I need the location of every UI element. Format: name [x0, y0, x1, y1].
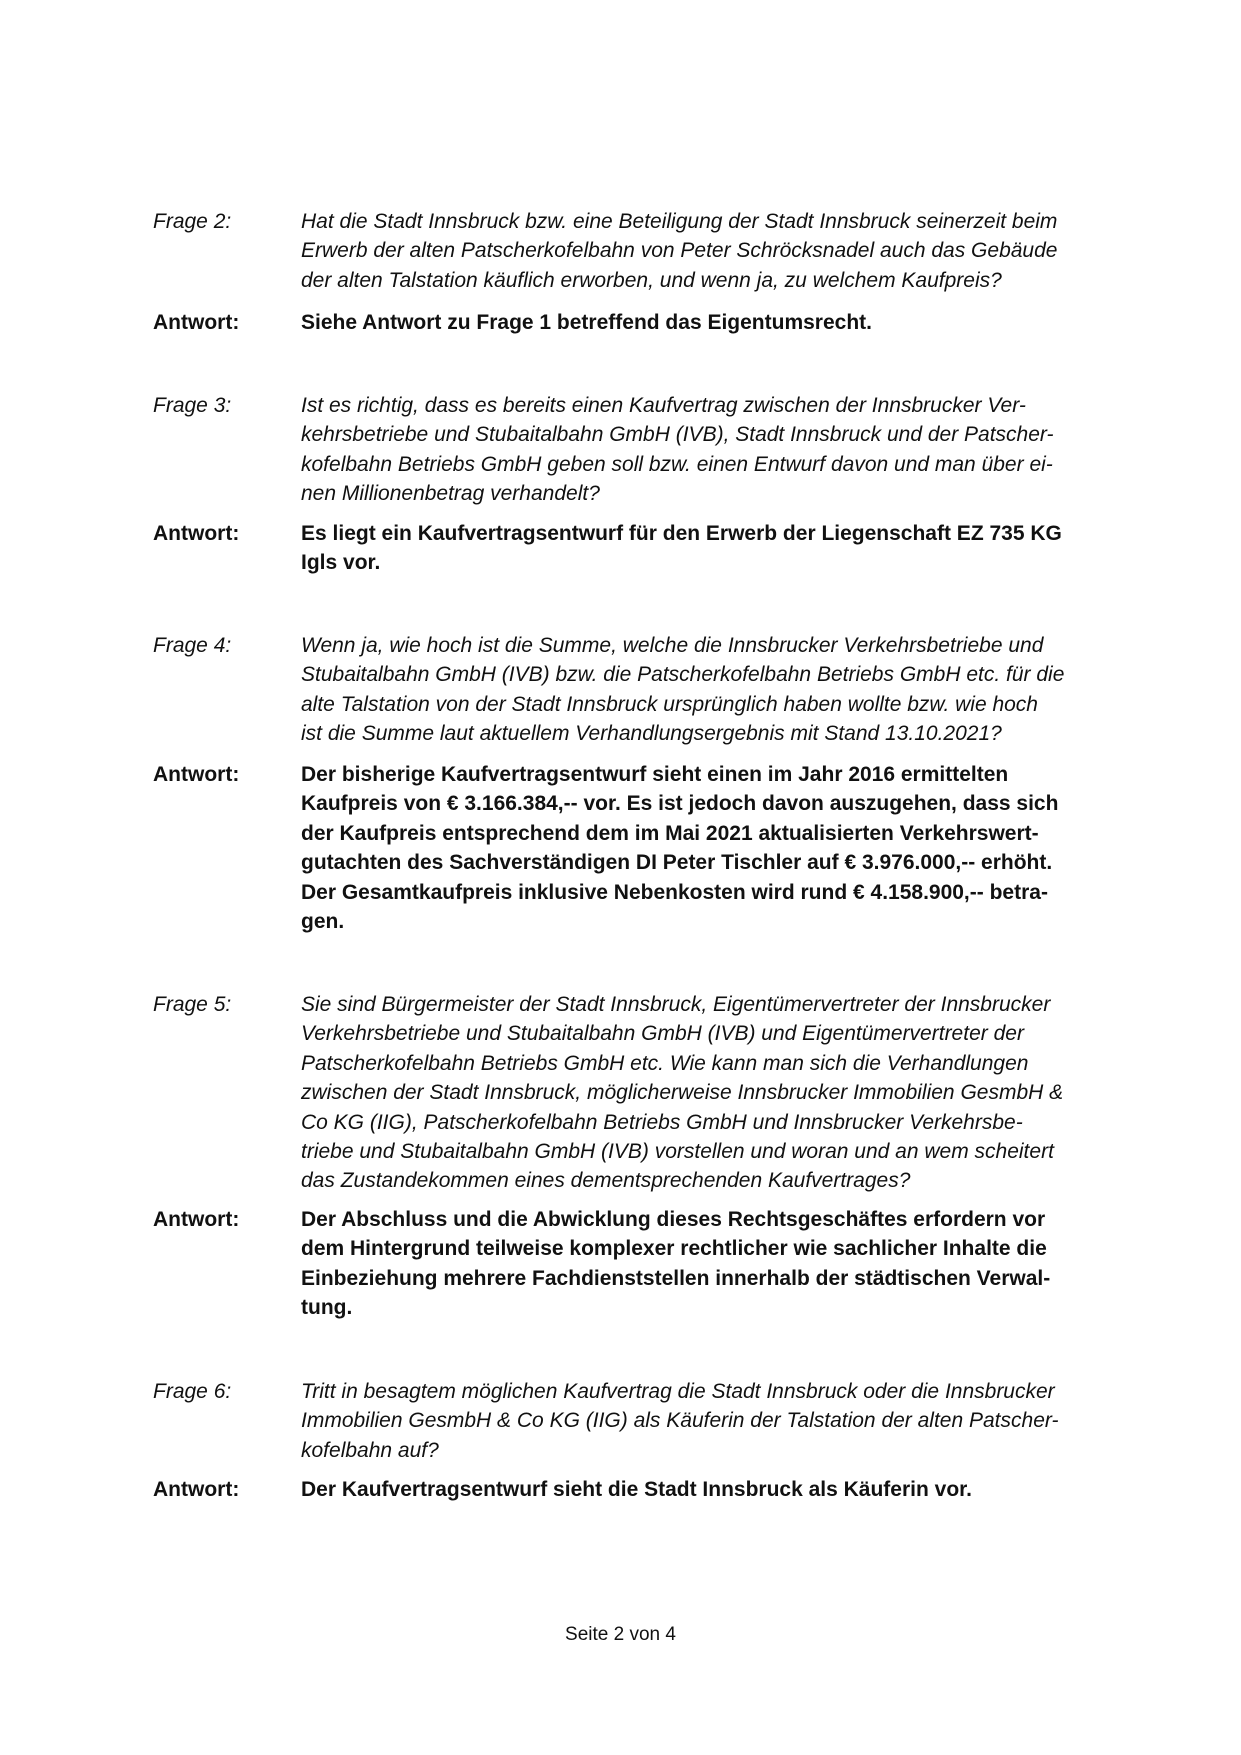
- answer-label: Antwort:: [153, 763, 240, 786]
- text-line: Der Gesamtkaufpreis inklusive Nebenkosten wird rund € 4.158.900,-- betra-: [301, 880, 1048, 904]
- text-line: gen.: [301, 910, 345, 934]
- text-line: Der Kaufvertragsentwurf sieht die Stadt Innsbruck als Käuferin vor.: [301, 1478, 973, 1501]
- text-line: tung.: [301, 1296, 353, 1320]
- text-line: Der Abschluss und die Abwicklung dieses Rechtsgeschäftes erfordern vor: [301, 1208, 1046, 1231]
- text-line: Wenn ja, wie hoch ist die Summe, welche die Innsbrucker Verkehrsbetriebe und: [301, 634, 1044, 657]
- text-line: Einbeziehung mehrere Fachdienststellen innerhalb der städtischen Verwal-: [301, 1266, 1051, 1290]
- question-label: Frage 4:: [153, 634, 232, 657]
- text-line: Stubaitalbahn GmbH (IVB) bzw. die Patscherkofelbahn Betriebs GmbH etc. für die: [301, 663, 1065, 687]
- text-line: zwischen der Stadt Innsbruck, möglicherweise Innsbrucker Immobilien GesmbH &: [301, 1081, 1064, 1105]
- question-label: Frage 6:: [153, 1380, 232, 1403]
- text-line: alte Talstation von der Stadt Innsbruck ursprünglich haben wollte bzw. wie hoch: [301, 692, 1038, 716]
- question-text: [301, 1377, 1059, 1465]
- text-line: Siehe Antwort zu Frage 1 betreffend das Eigentumsrecht.: [301, 311, 872, 334]
- answer-text: [301, 308, 872, 337]
- text-line: der Kaufpreis entsprechend dem im Mai 2021 aktualisierten Verkehrswert-: [301, 821, 1039, 845]
- question-label: Frage 2:: [153, 210, 232, 233]
- text-line: Kaufpreis von € 3.166.384,-- vor. Es ist jedoch davon auszugehen, dass sich: [301, 792, 1059, 816]
- answer-label: Antwort:: [153, 1208, 240, 1231]
- text-line: Patscherkofelbahn Betriebs GmbH etc. Wie kann man sich die Verhandlungen: [301, 1051, 1029, 1075]
- answer-text: [301, 1475, 972, 1504]
- text-line: ist die Summe laut aktuellem Verhandlungsergebnis mit Stand 13.10.2021?: [301, 722, 1002, 746]
- question-text: [301, 207, 1057, 295]
- text-line: kofelbahn auf?: [301, 1438, 439, 1462]
- text-line: Immobilien GesmbH & Co KG (IIG) als Käuferin der Talstation der alten Patscher-: [301, 1409, 1059, 1433]
- text-line: triebe und Stubaitalbahn GmbH (IVB) vorstellen und woran und an wem scheitert: [301, 1140, 1054, 1164]
- text-line: dem Hintergrund teilweise komplexer rechtlicher wie sachlicher Inhalte die: [301, 1237, 1047, 1261]
- question-label: Frage 5:: [153, 993, 232, 1016]
- text-line: Co KG (IIG), Patscherkofelbahn Betriebs GmbH und Innsbrucker Verkehrsbe-: [301, 1110, 1023, 1134]
- answer-text: [301, 519, 1062, 578]
- text-line: Tritt in besagtem möglichen Kaufvertrag die Stadt Innsbruck oder die Innsbrucker: [301, 1380, 1055, 1403]
- answer-label: Antwort:: [153, 311, 240, 334]
- question-text: [301, 631, 1064, 749]
- text-line: kehrsbetriebe und Stubaitalbahn GmbH (IVB), Stadt Innsbruck und der Patscher-: [301, 423, 1054, 447]
- page-number: Seite 2 von 4: [565, 1624, 676, 1645]
- text-line: Verkehrsbetriebe und Stubaitalbahn GmbH (IVB) und Eigentümervertreter der: [301, 1022, 1024, 1046]
- text-line: kofelbahn Betriebs GmbH geben soll bzw. einen Entwurf davon und man über ei-: [301, 452, 1053, 476]
- answer-text: [301, 760, 1058, 936]
- text-line: Hat die Stadt Innsbruck bzw. eine Beteiligung der Stadt Innsbruck seinerzeit beim: [301, 210, 1058, 233]
- answer-label: Antwort:: [153, 1478, 240, 1501]
- text-line: der alten Talstation käuflich erworben, und wenn ja, zu welchem Kaufpreis?: [301, 268, 1002, 292]
- question-text: [301, 391, 1054, 509]
- text-line: das Zustandekommen eines dementsprechenden Kaufvertrages?: [301, 1169, 911, 1193]
- question-text: [301, 990, 1063, 1196]
- text-line: gutachten des Sachverständigen DI Peter Tischler auf € 3.976.000,-- erhöht.: [301, 851, 1053, 875]
- answer-label: Antwort:: [153, 522, 240, 545]
- text-line: Igls vor.: [301, 551, 381, 575]
- text-line: nen Millionenbetrag verhandelt?: [301, 482, 600, 506]
- question-label: Frage 3:: [153, 394, 232, 417]
- text-line: Sie sind Bürgermeister der Stadt Innsbruck, Eigentümervertreter der Innsbrucker: [301, 993, 1051, 1016]
- text-line: Erwerb der alten Patscherkofelbahn von Peter Schröcksnadel auch das Gebäude: [301, 239, 1058, 263]
- text-line: Ist es richtig, dass es bereits einen Kaufvertrag zwischen der Innsbrucker Ver-: [301, 394, 1026, 417]
- text-line: Es liegt ein Kaufvertragsentwurf für den Erwerb der Liegenschaft EZ 735 KG: [301, 522, 1062, 545]
- answer-text: [301, 1205, 1050, 1323]
- text-line: Der bisherige Kaufvertragsentwurf sieht einen im Jahr 2016 ermittelten: [301, 763, 1009, 786]
